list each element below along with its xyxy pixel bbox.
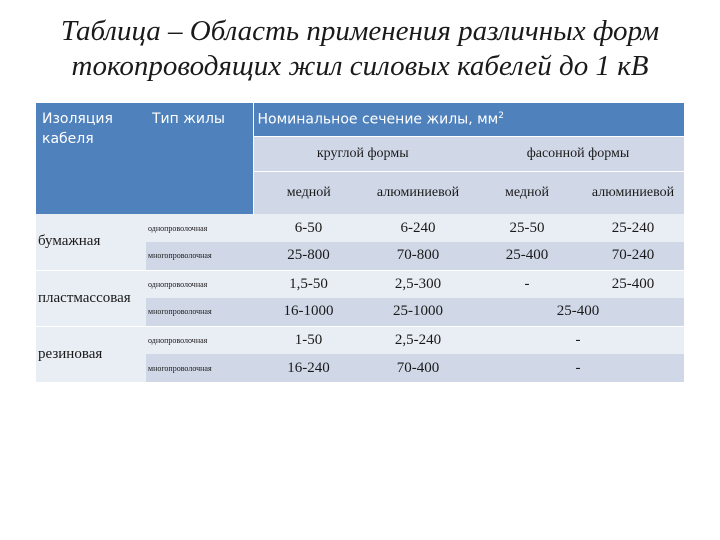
value-cell-merged: 25-400 (556, 303, 600, 320)
header-nominal-label: Номинальное сечение жилы, мм (257, 111, 499, 128)
table-row (36, 270, 684, 298)
cable-table (36, 103, 684, 382)
header-round-aluminum: алюминиевой (364, 171, 472, 214)
header-core-type (146, 103, 253, 214)
header-round-form: круглой формы (253, 136, 472, 171)
value-cell: 16-1000 (283, 303, 334, 320)
core-type-cell: однопроволочная (146, 326, 253, 354)
value-cell: - (472, 270, 582, 298)
header-nominal-sup: 2 (498, 110, 504, 121)
table-row (36, 214, 684, 242)
value-cell: 6-240 (400, 219, 436, 236)
value-cell: 70-800 (396, 247, 440, 264)
value-cell: 16-240 (287, 359, 330, 376)
value-cell: 25-400 (505, 247, 549, 264)
core-type-cell: многопроволочная (148, 251, 212, 261)
slide-title (0, 14, 720, 84)
insulation-paper: бумажная (38, 233, 101, 250)
insulation-plastic: пластмассовая (36, 270, 146, 326)
value-cell: 6-50 (294, 219, 323, 236)
value-cell-merged: - (472, 326, 684, 354)
header-round-copper: медной (253, 171, 364, 214)
value-cell: 70-240 (611, 247, 655, 264)
core-type-cell: многопроволочная (148, 363, 212, 373)
core-type-cell: однопроволочная (146, 270, 253, 298)
header-nominal-section (253, 103, 684, 136)
header-shaped-aluminum: алюминиевой (582, 171, 684, 214)
value-cell: 25-400 (582, 270, 684, 298)
value-cell-merged: - (575, 359, 581, 376)
value-cell: 25-800 (287, 247, 330, 264)
value-cell: 25-240 (611, 219, 655, 236)
header-core-type-label: Тип жилы (152, 111, 225, 127)
header-insulation (36, 103, 146, 214)
core-type-cell: однопроволочная (148, 223, 208, 233)
value-cell: 1-50 (253, 326, 364, 354)
header-insulation-label: Изоляция кабеля (42, 111, 113, 147)
value-cell: 2,5-300 (364, 270, 472, 298)
header-shaped-copper: медной (472, 171, 582, 214)
header-shaped-form: фасонной формы (472, 136, 684, 171)
insulation-rubber: резиновая (36, 326, 146, 382)
value-cell: 70-400 (396, 359, 440, 376)
value-cell: 2,5-240 (364, 326, 472, 354)
table-row (36, 326, 684, 354)
value-cell: 25-1000 (393, 303, 443, 320)
title-line-1: Таблица – Область применения различных форм (60, 15, 660, 47)
value-cell: 1,5-50 (253, 270, 364, 298)
title-line-2: токопроводящих жил силовых кабелей до 1 кВ (71, 50, 649, 82)
value-cell: 25-50 (509, 219, 545, 236)
core-type-cell: многопроволочная (148, 307, 212, 317)
